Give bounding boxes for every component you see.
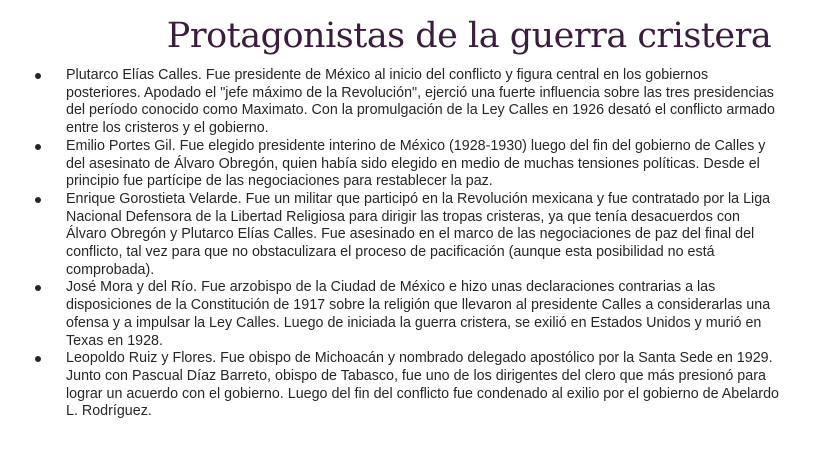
bullet-icon [35,356,41,362]
bullet-icon [35,197,41,203]
list-item-text: Plutarco Elías Calles. Fue presidente de México al inicio del conflicto y figura central en los gobiernos posteriores. Apodado el "jefe máximo de la Revolución", ejerció una fuerte influencia sobre las tres presidencias del período conocido como Maximato. Con la promulgación de la Ley Calles en 1926 desató el conflicto armado entre los cristeros y el gobierno. [66,67,775,137]
list-item [32,191,780,280]
list-item-text: Emilio Portes Gil. Fue elegido presidente interino de México (1928-1930) luego del fin del gobierno de Calles y del asesinato de Álvaro Obregón, quien había sido elegido en medio de muchas tensiones políticas. Desde el principio fue partícipe de las negociaciones para restablecer la paz. [66,137,766,190]
bullet-icon [35,285,41,291]
protagonists-list [32,67,780,421]
list-item [32,350,780,421]
page-title: Protagonistas de la guerra cristera [166,16,772,56]
list-item-text: Leopoldo Ruiz y Flores. Fue obispo de Michoacán y nombrado delegado apostólico por la Santa Sede en 1929. Junto con Pascual Díaz Barreto, obispo de Tabasco, fue uno de los dirigentes del clero que más presionó para lograr un acuerdo con el gobierno. Luego del fin del conflicto fue condenado al exilio por el gobierno de Abelardo L. Rodríguez. [66,350,779,420]
list-item [32,138,780,191]
bullet-icon [35,73,41,79]
list-item [32,67,780,138]
list-item-text: Enrique Gorostieta Velarde. Fue un militar que participó en la Revolución mexicana y fue contratado por la Liga Nacional Defensora de la Libertad Religiosa para dirigir las tropas cristeras, ya que tenía desacuerdos con Álvaro Obregón y Plutarco Elías Calles. Fue asesinado en el marco de las negociaciones de paz del final del conflicto, tal vez para que no obstaculizara el proceso de pacificación (aunque esta posibilidad no está comprobada). [66,190,771,278]
bullet-icon [35,144,41,150]
list-item-text: José Mora y del Río. Fue arzobispo de la Ciudad de México e hizo unas declaraciones contrarias a las disposiciones de la Constitución de 1917 sobre la religión que llevaron al presidente Calles a considerarlas una ofensa y a impulsar la Ley Calles. Luego de iniciada la guerra cristera, se exilió en Estados Unidos y murió en Texas en 1928. [66,279,771,349]
list-item [32,279,780,350]
